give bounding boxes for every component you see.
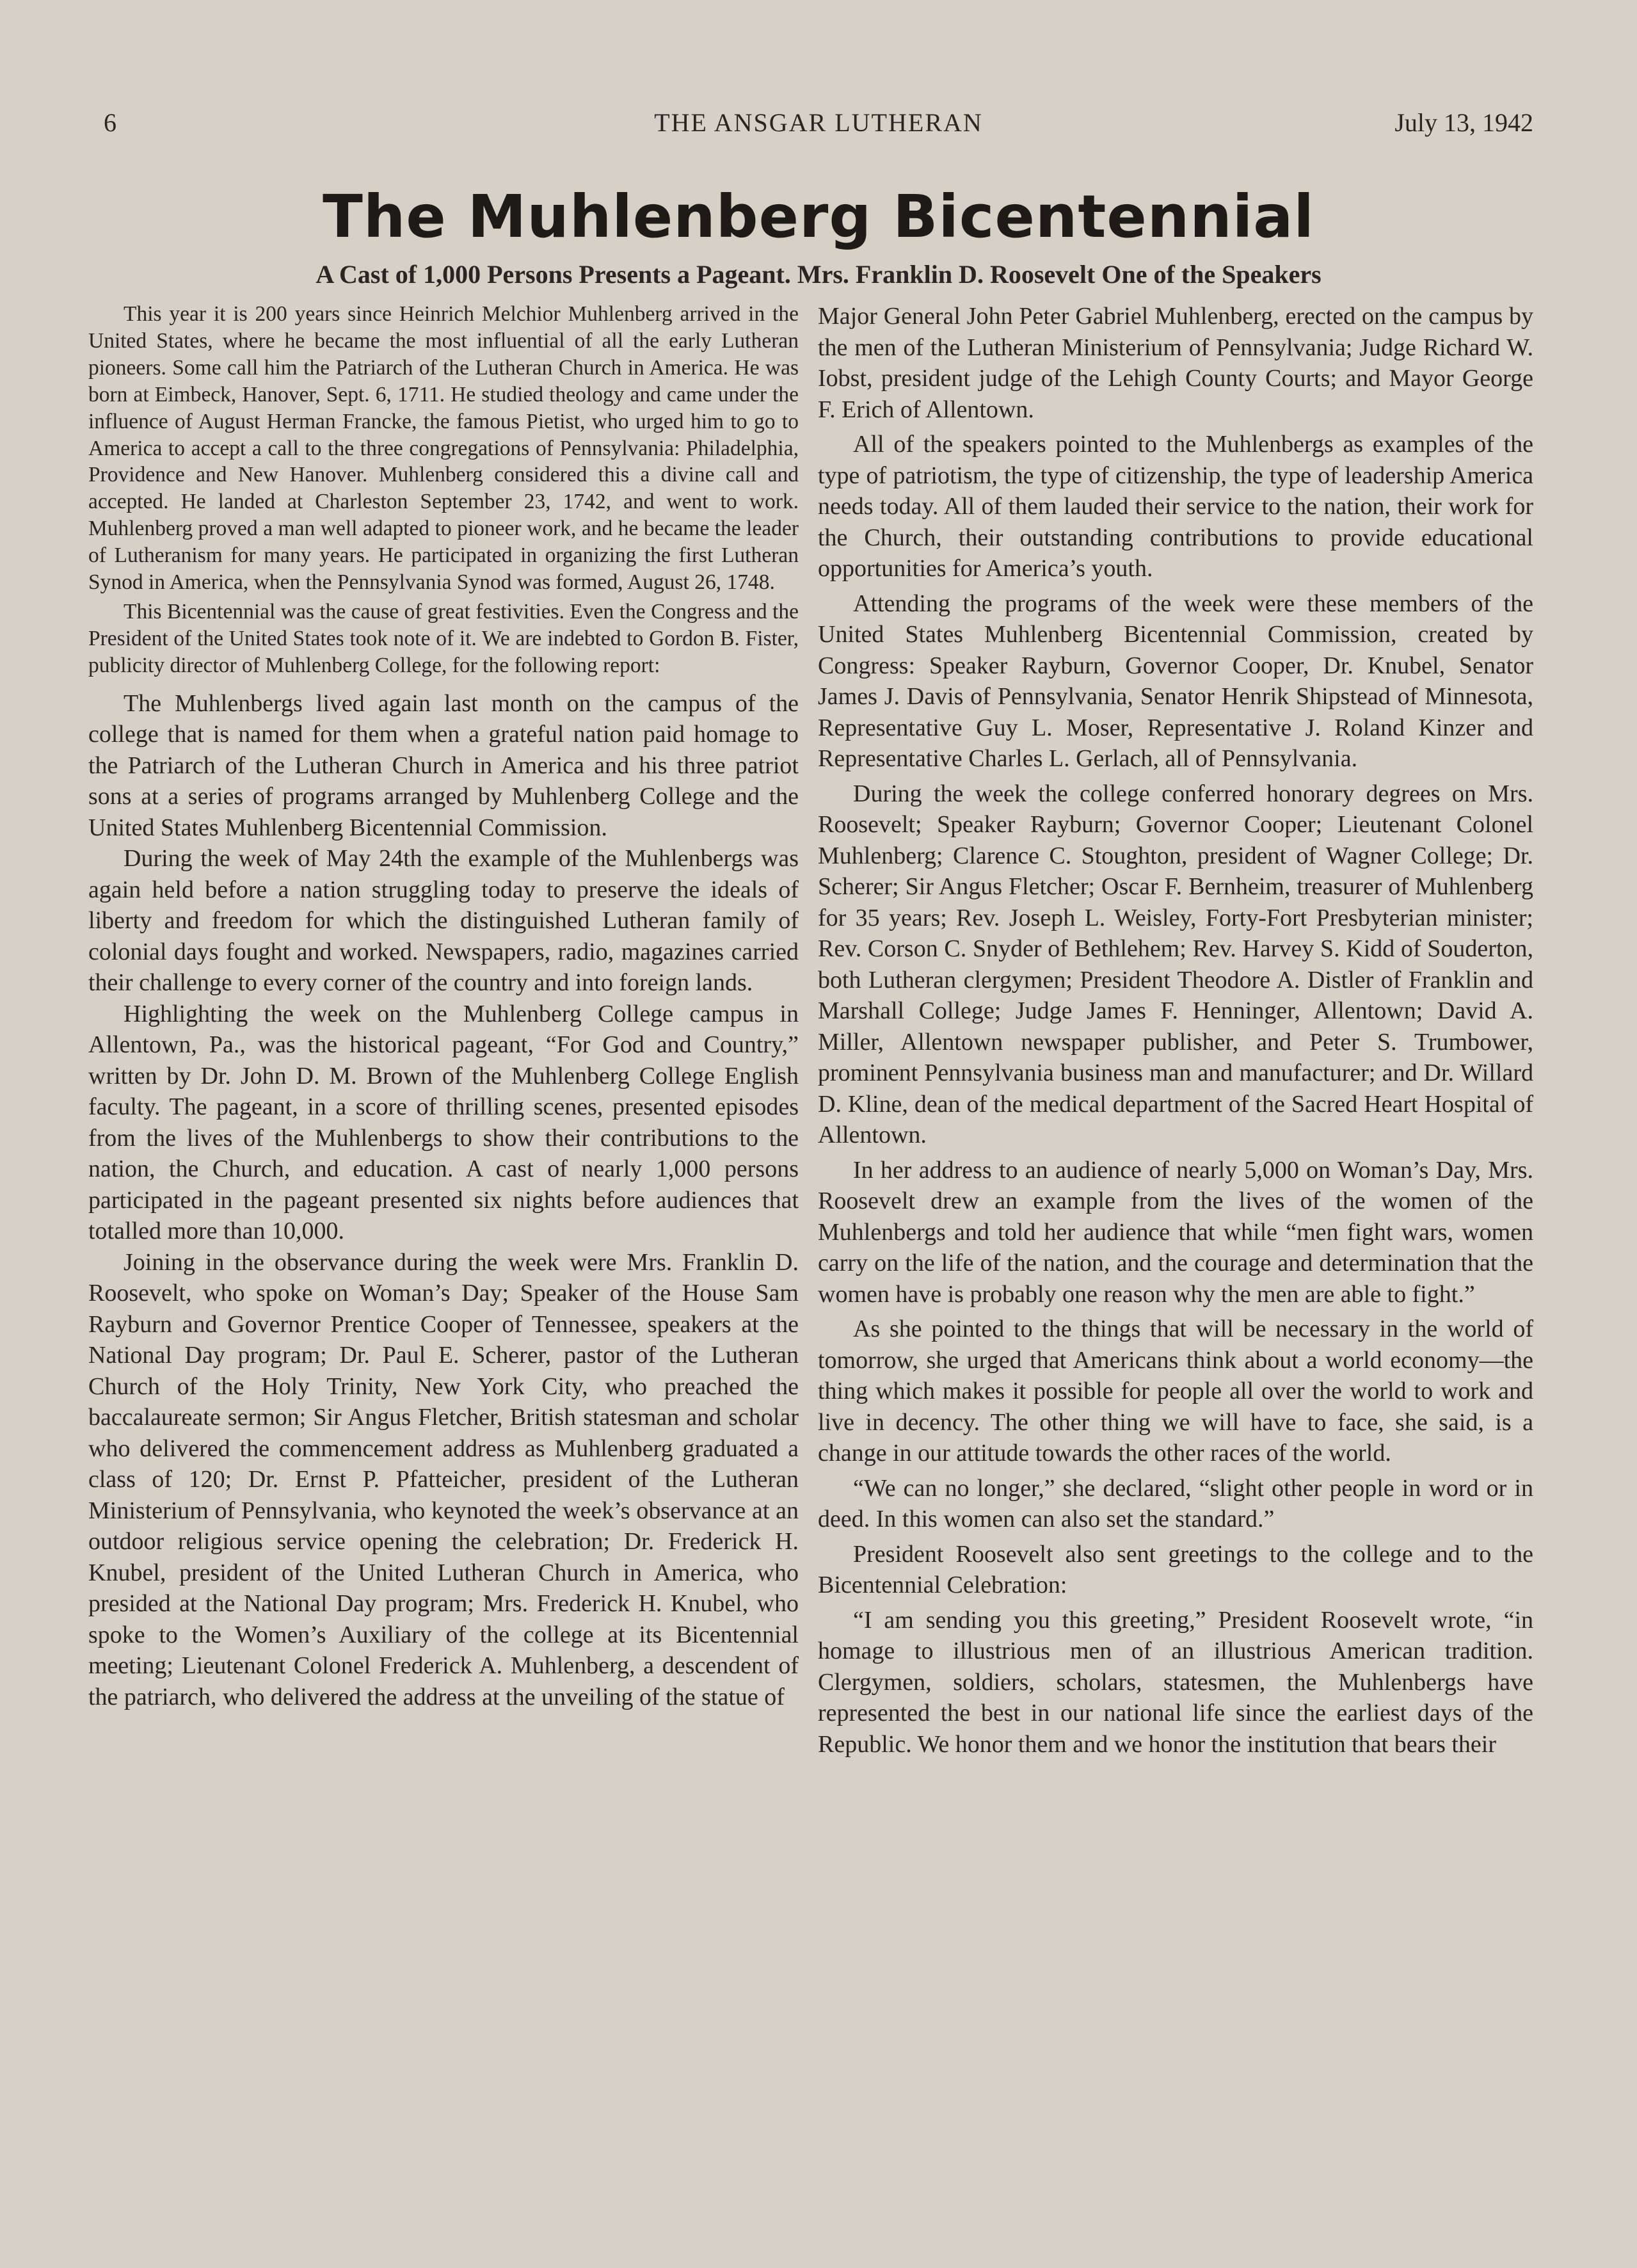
- editor-introduction: [88, 301, 799, 679]
- body-paragraph: During the week of May 24th the example of the Muhlenbergs was again held before a nation struggling today to preserve the ideals of liberty and freedom for which the distinguished Lutheran family of colonial days fought and worked. Newspapers, radio, magazines carried their challenge to every corner of the country and into foreign lands.: [88, 845, 799, 997]
- issue-date: July 13, 1942: [1394, 108, 1533, 137]
- intro-paragraph: This Bicentennial was the cause of great festivities. Even the Congress and the President of the United States took note of it. We are indebted to Gordon B. Fister, publicity director of Muhlenberg College, for the following report:: [88, 599, 799, 677]
- article-headline: The Muhlenberg Bicentennial: [323, 182, 1314, 251]
- body-paragraph: In her address to an audience of nearly 5,000 on Woman’s Day, Mrs. Roosevelt drew an example from the lives of the women of the Muhlenbergs and told her audience that while “men fight wars, women carry on the life of the nation, and the courage and determination that the women have is probably one reason why the men are able to fight.”: [818, 1156, 1533, 1308]
- left-column: [88, 301, 799, 1712]
- body-paragraph: As she pointed to the things that will be necessary in the world of tomorrow, she urged that Americans think about a world economy—the thing which makes it possible for people all over the world to work and live in decency. The other thing we will have to face, she said, is a change in our attitude towards the other races of the world.: [818, 1315, 1533, 1467]
- article-subheadline: A Cast of 1,000 Persons Presents a Pageant. Mrs. Franklin D. Roosevelt One of the Speakers: [315, 260, 1322, 289]
- publication-title: THE ANSGAR LUTHERAN: [654, 108, 983, 137]
- body-paragraph: “We can no longer,” she declared, “slight other people in word or in deed. In this women can also set the standard.”: [818, 1474, 1533, 1532]
- body-paragraph: All of the speakers pointed to the Muhlenbergs as examples of the type of patriotism, the type of citizenship, the type of leadership America needs today. All of them lauded their service to the nation, their work for the Church, their outstanding contributions to provide educational opportunities for America’s youth.: [818, 431, 1533, 582]
- page-number: 6: [104, 108, 116, 137]
- body-paragraph: “I am sending you this greeting,” President Roosevelt wrote, “in homage to illustrious men of an illustrious American tradition. Clergymen, soldiers, scholars, statesmen, the Muhlenbergs have represented the best in our national life since the earliest days of the Republic. We honor them and we honor the institution that bears their: [818, 1606, 1533, 1758]
- body-paragraph: Major General John Peter Gabriel Muhlenberg, erected on the campus by the men of the Lutheran Ministerium of Pennsylvania; Judge Richard W. Iobst, president judge of the Lehigh County Courts; and Mayor George F. Erich of Allentown.: [818, 303, 1533, 423]
- body-paragraph: Highlighting the week on the Muhlenberg College campus in Allentown, Pa., was the historical pageant, “For God and Country,” written by Dr. John D. M. Brown of the Muhlenberg College English faculty. The pageant, in a score of thrilling scenes, presented episodes from the lives of the Muhlenbergs to show their contributions to the nation, the Church, and education. A cast of nearly 1,000 persons participated in the pageant presented six nights before audiences that totalled more than 10,000.: [88, 1000, 799, 1245]
- intro-paragraph: This year it is 200 years since Heinrich Melchior Muhlenberg arrived in the United States, where he became the most influential of all the early Lutheran pioneers. Some call him the Patriarch of the Lutheran Church in America. He was born at Eimbeck, Hanover, Sept. 6, 1711. He studied theology and came under the influence of August Herman Francke, the famous Pietist, who urged him to go to America to accept a call to the three congregations of Pennsylvania: Philadelphia, Providence and New Hanover. Muhlenberg considered this a divine call and accepted. He landed at Charleston September 23, 1742, and went to work. Muhlenberg proved a man well adapted to pioneer work, and he became the leader of Lutheranism for many years. He participated in organizing the first Lutheran Synod in America, when the Pennsylvania Synod was formed, August 26, 1748.: [88, 302, 799, 595]
- body-paragraph: President Roosevelt also sent greetings to the college and to the Bicentennial Celebration:: [818, 1540, 1533, 1598]
- report-body-left: [88, 688, 799, 1713]
- body-paragraph: During the week the college conferred honorary degrees on Mrs. Roosevelt; Speaker Rayburn; Governor Cooper; Lieutenant Colonel Muhlenberg; Clarence C. Stoughton, president of Wagner College; Dr. Scherer; Sir Angus Fletcher; Oscar F. Bernheim, treasurer of Muhlenberg for 35 years; Rev. Joseph L. Weisley, Forty-Fort Presbyterian minister; Rev. Corson C. Snyder of Bethlehem; Rev. Harvey S. Kidd of Souderton, both Lutheran clergymen; President Theodore A. Distler of Franklin and Marshall College; Judge James F. Henninger, Allentown; David A. Miller, Allentown newspaper publisher, and Peter S. Trumbower, prominent Pennsylvania business man and manufacturer; and Dr. Willard D. Kline, dean of the medical department of the Sacred Heart Hospital of Allentown.: [818, 780, 1533, 1148]
- body-paragraph: Joining in the observance during the week were Mrs. Franklin D. Roosevelt, who spoke on Woman’s Day; Speaker of the House Sam Rayburn and Governor Prentice Cooper of Tennessee, speakers at the National Day program; Dr. Paul E. Scherer, pastor of the Lutheran Church of the Holy Trinity, New York City, who preached the baccalaureate sermon; Sir Angus Fletcher, British statesman and scholar who delivered the commencement address as Muhlenberg graduated a class of 120; Dr. Ernst P. Pfatteicher, president of the Lutheran Ministerium of Pennsylvania, who keynoted the week’s observance at an outdoor religious service opening the celebration; Dr. Frederick H. Knubel, president of the United Lutheran Church in America, who presided at the National Day program; Mrs. Frederick H. Knubel, who spoke to the Women’s Auxiliary of the college at its Bicentennial meeting; Lieutenant Colonel Frederick A. Muhlenberg, a descendent of the patriarch, who delivered the address at the unveiling of the statue of: [88, 1248, 799, 1710]
- right-column: [818, 301, 1533, 1764]
- body-paragraph: The Muhlenbergs lived again last month on the campus of the college that is named for them when a grateful nation paid homage to the Patriarch of the Lutheran Church in America and his three patriot sons at a series of programs arranged by Muhlenberg College and the United States Muhlenberg Bicentennial Commission.: [88, 689, 799, 841]
- body-paragraph: Attending the programs of the week were these members of the United States Muhlenberg Bicentennial Commission, created by Congress: Speaker Rayburn, Governor Cooper, Dr. Knubel, Senator James J. Davis of Pennsylvania, Senator Henrik Shipstead of Minnesota, Representative Guy L. Moser, Representative J. Roland Kinzer and Representative Charles L. Gerlach, all of Pennsylvania.: [818, 590, 1533, 772]
